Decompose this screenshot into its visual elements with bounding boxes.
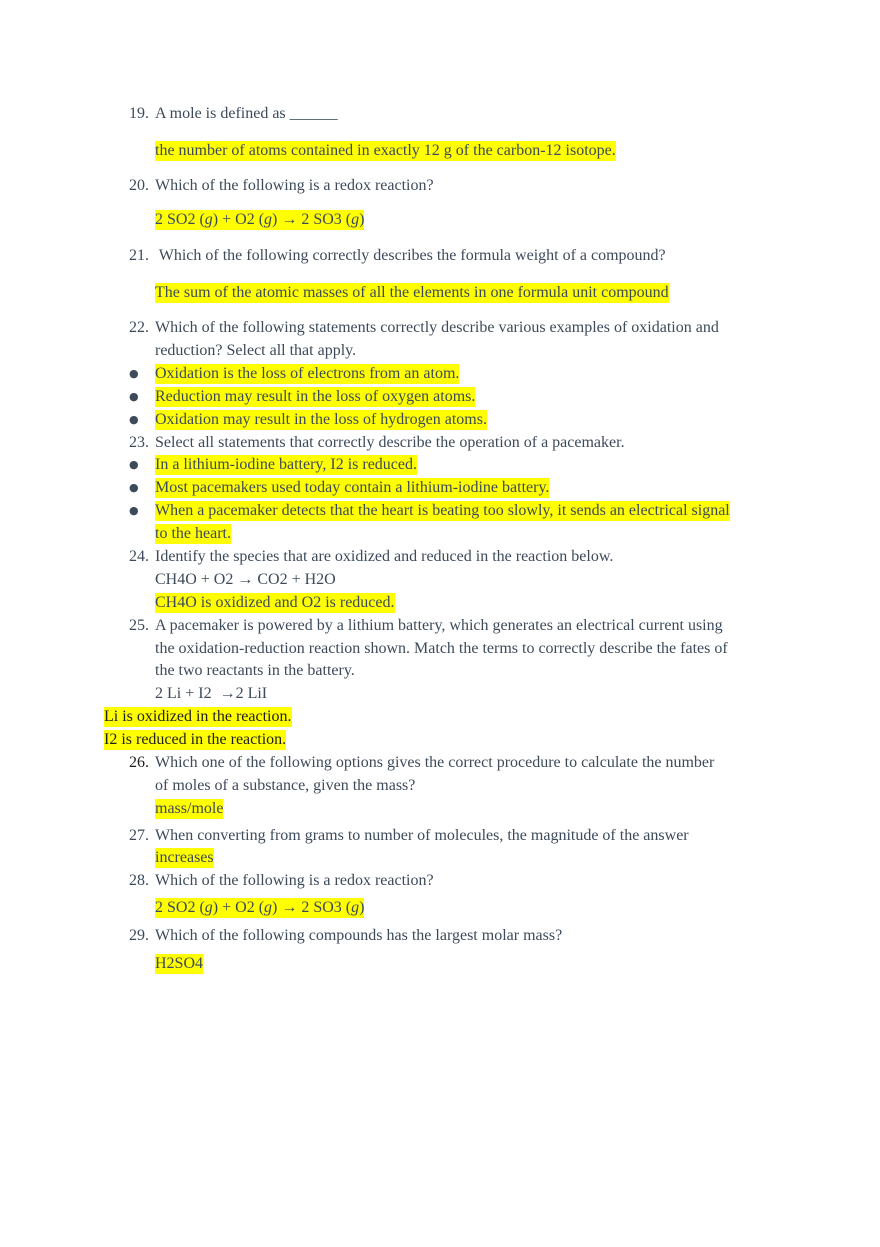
answer-25-2: I2 is reduced in the reaction.: [104, 731, 287, 748]
question-21: 21. Which of the following correctly describes the formula weight of a compound?: [129, 247, 666, 264]
answer-22-2: Reduction may result in the loss of oxygen atoms.: [155, 388, 476, 405]
question-25-cont-1: the oxidation-reduction reaction shown. Match the terms to correctly describe the fates of: [155, 640, 728, 657]
answer-29: H2SO4: [155, 955, 204, 972]
question-27: 27. When converting from grams to number of molecules, the magnitude of the answer: [129, 827, 689, 844]
answer-23-3: When a pacemaker detects that the heart is beating too slowly, it sends an electrical signal: [155, 502, 730, 519]
bullet-icon: ●: [129, 413, 139, 426]
bullet-icon: ●: [129, 481, 139, 494]
question-25: 25. A pacemaker is powered by a lithium battery, which generates an electrical current using: [129, 617, 723, 634]
question-26-cont: of moles of a substance, given the mass?: [155, 777, 416, 794]
bullet-icon: ●: [129, 367, 139, 380]
answer-21: The sum of the atomic masses of all the elements in one formula unit compound: [155, 284, 669, 301]
question-24: 24. Identify the species that are oxidized and reduced in the reaction below.: [129, 548, 614, 565]
answer-24: CH4O is oxidized and O2 is reduced.: [155, 594, 395, 611]
question-26: 26. Which one of the following options gives the correct procedure to calculate the number: [129, 754, 715, 771]
answer-23-2: Most pacemakers used today contain a lithium-iodine battery.: [155, 479, 550, 496]
question-29: 29. Which of the following compounds has the largest molar mass?: [129, 927, 563, 944]
question-28: 28. Which of the following is a redox reaction?: [129, 872, 434, 889]
answer-23-1: In a lithium-iodine battery, I2 is reduced.: [155, 456, 417, 473]
answer-20: 2 SO2 (g) + O2 (g) → 2 SO3 (g): [155, 211, 365, 228]
question-19: 19. A mole is defined as ______: [129, 105, 338, 122]
answer-19: the number of atoms contained in exactly 12 g of the carbon-12 isotope.: [155, 142, 616, 159]
reaction-24: CH4O + O2 → CO2 + H2O: [155, 571, 336, 588]
question-23: 23. Select all statements that correctly describe the operation of a pacemaker.: [129, 434, 625, 451]
answer-22-1: Oxidation is the loss of electrons from an atom.: [155, 365, 460, 382]
answer-26: mass/mole: [155, 800, 224, 817]
answer-23-3-cont: to the heart.: [155, 525, 231, 542]
question-25-cont-2: the two reactants in the battery.: [155, 662, 355, 679]
answer-25-1: Li is oxidized in the reaction.: [104, 708, 292, 725]
question-22: 22. Which of the following statements correctly describe various examples of oxidation and: [129, 319, 719, 336]
question-20: 20. Which of the following is a redox reaction?: [129, 177, 434, 194]
answer-28: 2 SO2 (g) + O2 (g) → 2 SO3 (g): [155, 899, 365, 916]
question-22-cont: reduction? Select all that apply.: [155, 342, 357, 359]
bullet-icon: ●: [129, 504, 139, 517]
answer-27: increases: [155, 849, 214, 866]
bullet-icon: ●: [129, 390, 139, 403]
answer-22-3: Oxidation may result in the loss of hydrogen atoms.: [155, 411, 487, 428]
reaction-25: 2 Li + I2 →2 LiI: [155, 685, 268, 702]
bullet-icon: ●: [129, 458, 139, 471]
